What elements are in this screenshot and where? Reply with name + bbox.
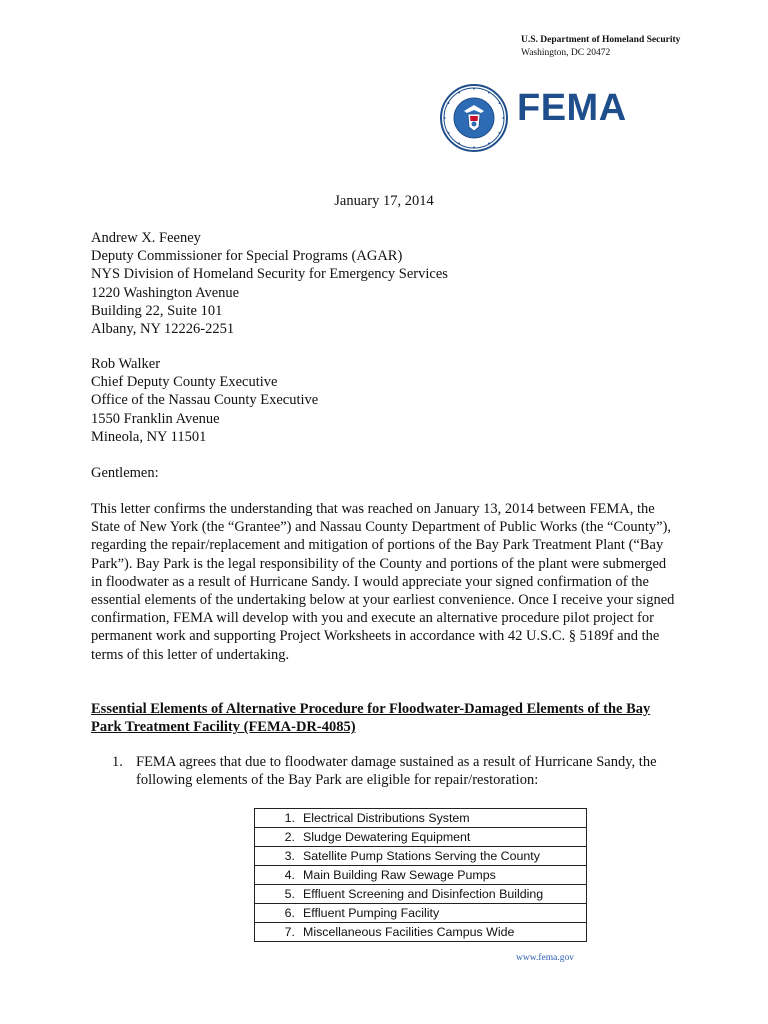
- recipient-address-2: [91, 355, 318, 446]
- agency-address: Washington, DC 20472: [521, 48, 611, 58]
- row-label: Satellite Pump Stations Serving the County: [303, 849, 540, 863]
- table-cell: [255, 809, 587, 828]
- body-line: permanent work and supporting Project Worksheets in accordance with 42 U.S.C. § 5189f and the: [91, 628, 660, 645]
- table-cell: [255, 866, 587, 885]
- item-line: following elements of the Bay Park are eligible for repair/restoration:: [136, 772, 539, 789]
- body-line: in floodwater as a result of Hurricane Sandy. I would appreciate your signed confirmation of the: [91, 573, 649, 590]
- table-row: [255, 847, 587, 866]
- row-label: Electrical Distributions System: [303, 811, 470, 825]
- fema-wordmark: FEMA: [517, 87, 627, 129]
- table-cell: [255, 904, 587, 923]
- letterhead: [521, 34, 680, 60]
- row-number: 7.: [284, 925, 295, 939]
- row-number: 6.: [284, 906, 295, 920]
- row-label: Sludge Dewatering Equipment: [303, 830, 471, 844]
- row-label: Main Building Raw Sewage Pumps: [303, 868, 496, 882]
- address-line: NYS Division of Homeland Security for Emergency Services: [91, 266, 448, 283]
- recipient-address-1: [91, 229, 448, 338]
- address-line: Office of the Nassau County Executive: [91, 392, 319, 409]
- address-line: Rob Walker: [91, 356, 161, 372]
- dhs-seal-icon: [439, 83, 509, 153]
- body-line: regarding the repair/replacement and mitigation of portions of the Bay Park Treatment Plant (“Bay: [91, 537, 664, 554]
- table-row: [255, 828, 587, 847]
- table-cell: [255, 828, 587, 847]
- heading-line: Essential Elements of Alternative Procedure for Floodwater-Damaged Elements of the Bay: [91, 701, 651, 717]
- table-row: [255, 866, 587, 885]
- salutation: [91, 464, 159, 482]
- row-number: 3.: [284, 849, 295, 863]
- table-row: [255, 904, 587, 923]
- row-label: Effluent Screening and Disinfection Building: [303, 887, 544, 901]
- body-line: State of New York (the “Grantee”) and Nassau County Department of Public Works (the “County”),: [91, 519, 672, 536]
- heading-line: Park Treatment Facility (FEMA-DR-4085): [91, 719, 356, 736]
- table-cell: [255, 847, 587, 866]
- row-number: 4.: [284, 868, 295, 882]
- address-line: Building 22, Suite 101: [91, 302, 223, 319]
- address-line: Mineola, NY 11501: [91, 428, 207, 445]
- row-number: 2.: [284, 830, 295, 844]
- body-line: terms of this letter of undertaking.: [91, 646, 290, 663]
- row-label: Miscellaneous Facilities Campus Wide: [303, 925, 515, 939]
- address-line: 1220 Washington Avenue: [91, 284, 240, 301]
- section-heading: [91, 700, 650, 736]
- address-line: Andrew X. Feeney: [91, 230, 201, 246]
- fema-logo: [439, 83, 639, 153]
- row-number: 5.: [284, 887, 295, 901]
- item-number: 1.: [112, 754, 123, 770]
- agency-name: U.S. Department of Homeland Security: [521, 35, 681, 45]
- table-row: [255, 885, 587, 904]
- salutation-text: Gentlemen:: [91, 465, 159, 481]
- address-line: Albany, NY 12226-2251: [91, 321, 235, 338]
- body-line: Park”). Bay Park is the legal responsibility of the County and portions of the plant were submerged: [91, 555, 667, 572]
- table-cell: [255, 923, 587, 942]
- body-line: This letter confirms the understanding that was reached on January 13, 2014 between FEMA, the: [91, 501, 655, 517]
- row-label: Effluent Pumping Facility: [303, 906, 440, 920]
- body-line: essential elements of the undertaking below at your earliest convenience. Once I receive your signed: [91, 592, 675, 609]
- table-row: [255, 923, 587, 942]
- item-line: FEMA agrees that due to floodwater damage sustained as a result of Hurricane Sandy, the: [136, 754, 657, 770]
- eligible-elements-table: [254, 808, 587, 942]
- letter-date: January 17, 2014: [334, 193, 434, 209]
- footer-website-link[interactable]: www.fema.gov: [516, 953, 574, 963]
- address-line: 1550 Franklin Avenue: [91, 410, 220, 427]
- address-line: Chief Deputy County Executive: [91, 374, 278, 391]
- row-number: 1.: [284, 811, 295, 825]
- address-line: Deputy Commissioner for Special Programs (AGAR): [91, 248, 403, 265]
- table-row: [255, 809, 587, 828]
- table-cell: [255, 885, 587, 904]
- body-paragraph: [91, 500, 711, 664]
- body-line: confirmation, FEMA will develop with you and execute an alternative procedure pilot project for: [91, 610, 654, 627]
- item-text: [136, 753, 657, 789]
